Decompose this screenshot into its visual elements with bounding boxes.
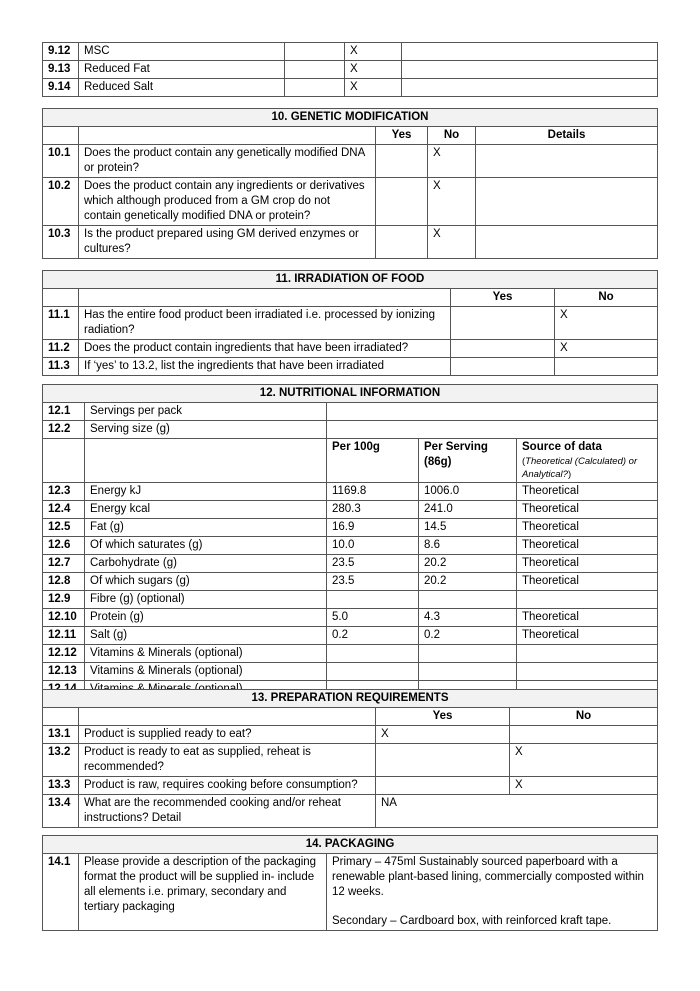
row-question: Product is raw, requires cooking before consumption? [79, 777, 376, 795]
note-close-paren: ) [567, 469, 572, 480]
row-question: Does the product contain any genetically modified DNA or protein? [79, 145, 376, 178]
row-number: 12.6 [43, 537, 85, 555]
section-title: 12. NUTRITIONAL INFORMATION [43, 385, 658, 403]
no-cell [555, 358, 658, 376]
source-value [517, 645, 658, 663]
per-100g-value: 16.9 [327, 519, 419, 537]
row-cell: X [345, 79, 402, 97]
nutrient-label: Salt (g) [85, 627, 327, 645]
nutrient-label: Fat (g) [85, 519, 327, 537]
nutrient-label: Vitamins & Minerals (optional) [85, 663, 327, 681]
row-question: Does the product contain any ingredients or derivatives which although produced from a GM crop do not contain genetically modified DNA or protein? [79, 178, 376, 226]
row-number: 12.9 [43, 591, 85, 609]
section-title: 10. GENETIC MODIFICATION [43, 109, 658, 127]
per-100g-value: 23.5 [327, 573, 419, 591]
row-number: 14.1 [43, 854, 79, 931]
per-100g-value: 5.0 [327, 609, 419, 627]
empty-cell [79, 127, 376, 145]
nutrient-label: Energy kcal [85, 501, 327, 519]
details-cell [476, 226, 658, 259]
nutrient-label: Vitamins & Minerals (optional) [85, 645, 327, 663]
empty-cell [43, 708, 79, 726]
per-100g-value [327, 645, 419, 663]
per-serving-value: 20.2 [419, 555, 517, 573]
no-cell: X [428, 178, 476, 226]
per-serving-value: 241.0 [419, 501, 517, 519]
per-100g-value: 0.2 [327, 627, 419, 645]
yes-cell [376, 145, 428, 178]
row-number: 12.2 [43, 421, 85, 439]
row-number: 13.2 [43, 744, 79, 777]
yes-cell [451, 340, 555, 358]
table-row [43, 573, 658, 591]
row-cell [285, 79, 345, 97]
row-question: Product is ready to eat as supplied, reheat is recommended? [79, 744, 376, 777]
table-row [43, 663, 658, 681]
table-row [43, 403, 658, 421]
no-cell: X [555, 340, 658, 358]
table-row [43, 744, 658, 777]
row-number: 12.8 [43, 573, 85, 591]
row-number: 11.3 [43, 358, 79, 376]
cooking-instructions-value: NA [376, 795, 658, 828]
per-100g-value: 10.0 [327, 537, 419, 555]
table-row [43, 226, 658, 259]
row-number: 12.4 [43, 501, 85, 519]
per-100g-value: 23.5 [327, 555, 419, 573]
per-serving-value: 1006.0 [419, 483, 517, 501]
per-serving-value: 4.3 [419, 609, 517, 627]
packaging-table [42, 835, 658, 931]
source-value: Theoretical [517, 627, 658, 645]
empty-cell [43, 127, 79, 145]
source-value [517, 591, 658, 609]
row-number: 10.1 [43, 145, 79, 178]
table-row [43, 79, 658, 97]
secondary-packaging: Secondary – Cardboard box, with reinforced kraft tape. [332, 915, 612, 927]
per-serving-value: 14.5 [419, 519, 517, 537]
table-row [43, 645, 658, 663]
row-question: Is the product prepared using GM derived enzymes or cultures? [79, 226, 376, 259]
row-number: 12.7 [43, 555, 85, 573]
table-row [43, 795, 658, 828]
table-row [43, 854, 658, 931]
row-number: 11.2 [43, 340, 79, 358]
primary-packaging: Primary – 475ml Sustainably sourced paperboard with a renewable plant-based lining, commercially composted within 12 weeks. [332, 856, 644, 898]
per-serving-value [419, 663, 517, 681]
per-100g-value: 280.3 [327, 501, 419, 519]
empty-cell [43, 439, 85, 483]
column-header-details: Details [476, 127, 658, 145]
section-title: 13. PREPARATION REQUIREMENTS [43, 690, 658, 708]
row-label: Reduced Fat [79, 61, 285, 79]
table-row [43, 519, 658, 537]
per-serving-value: 20.2 [419, 573, 517, 591]
no-cell: X [428, 145, 476, 178]
row-number: 12.10 [43, 609, 85, 627]
table-row [43, 145, 658, 178]
row-question: Does the product contain ingredients that have been irradiated? [79, 340, 451, 358]
row-cell [285, 43, 345, 61]
column-header-source [517, 439, 658, 483]
source-value: Theoretical [517, 519, 658, 537]
yes-cell [376, 226, 428, 259]
row-number: 10.2 [43, 178, 79, 226]
table-row [43, 307, 658, 340]
row-cell [402, 61, 658, 79]
source-value: Theoretical [517, 573, 658, 591]
source-value: Theoretical [517, 555, 658, 573]
column-header-no: No [510, 708, 658, 726]
nutrient-label: Of which saturates (g) [85, 537, 327, 555]
column-header-no: No [555, 289, 658, 307]
table-row [43, 43, 658, 61]
row-number: 13.4 [43, 795, 79, 828]
row-number: 12.12 [43, 645, 85, 663]
preparation-requirements-table [42, 689, 658, 828]
column-header-per-serving: Per Serving (86g) [419, 439, 517, 483]
per-serving-value: 8.6 [419, 537, 517, 555]
table-row [43, 421, 658, 439]
row-cell [285, 61, 345, 79]
row-question: Please provide a description of the packaging format the product will be supplied in- include all elements i.e. primary, secondary and tertiary packaging [79, 854, 327, 931]
source-header-note [522, 455, 652, 481]
row-number: 9.12 [43, 43, 79, 61]
row-cell: X [345, 61, 402, 79]
row-cell [402, 79, 658, 97]
row-number: 10.3 [43, 226, 79, 259]
note-text: Theoretical (Calculated) or Analytical? [522, 456, 638, 480]
row-question: Product is supplied ready to eat? [79, 726, 376, 744]
row-cell [402, 43, 658, 61]
column-header-yes: Yes [376, 127, 428, 145]
yes-cell [376, 178, 428, 226]
column-header-yes: Yes [376, 708, 510, 726]
table-row [43, 61, 658, 79]
empty-cell [43, 289, 79, 307]
row-number: 13.1 [43, 726, 79, 744]
details-cell [476, 145, 658, 178]
row-question: If ‘yes’ to 13.2, list the ingredients that have been irradiated [79, 358, 451, 376]
no-cell: X [428, 226, 476, 259]
table-row [43, 777, 658, 795]
row-number: 9.13 [43, 61, 79, 79]
source-value: Theoretical [517, 501, 658, 519]
irradiation-table [42, 270, 658, 376]
row-cell: X [345, 43, 402, 61]
table-row [43, 627, 658, 645]
per-100g-value [327, 663, 419, 681]
row-label: MSC [79, 43, 285, 61]
yes-cell [376, 777, 510, 795]
genetic-modification-table [42, 108, 658, 259]
row-number: 9.14 [43, 79, 79, 97]
nutrient-label: Of which sugars (g) [85, 573, 327, 591]
empty-cell [79, 708, 376, 726]
source-header-label: Source of data [522, 441, 602, 453]
yes-cell: X [376, 726, 510, 744]
per-serving-value [419, 645, 517, 663]
yes-cell [451, 358, 555, 376]
source-value: Theoretical [517, 537, 658, 555]
empty-cell [85, 439, 327, 483]
row-number: 12.1 [43, 403, 85, 421]
nutrient-label: Carbohydrate (g) [85, 555, 327, 573]
no-cell: X [510, 777, 658, 795]
note-open-paren: ( [522, 456, 526, 467]
column-header-per-100g: Per 100g [327, 439, 419, 483]
per-100g-value: 1169.8 [327, 483, 419, 501]
details-cell [476, 178, 658, 226]
servings-per-pack-value [327, 403, 658, 421]
row-label: Reduced Salt [79, 79, 285, 97]
table-row [43, 591, 658, 609]
packaging-description [327, 854, 658, 931]
row-label: Serving size (g) [85, 421, 327, 439]
nutrient-label: Energy kJ [85, 483, 327, 501]
row-number: 13.3 [43, 777, 79, 795]
empty-cell [79, 289, 451, 307]
row-question: What are the recommended cooking and/or reheat instructions? Detail [79, 795, 376, 828]
column-header-yes: Yes [451, 289, 555, 307]
source-value: Theoretical [517, 483, 658, 501]
spacer [332, 900, 652, 914]
source-value: Theoretical [517, 609, 658, 627]
source-value [517, 663, 658, 681]
yes-cell [376, 744, 510, 777]
row-number: 12.5 [43, 519, 85, 537]
nutrient-label: Protein (g) [85, 609, 327, 627]
table-row [43, 501, 658, 519]
row-number: 12.11 [43, 627, 85, 645]
no-cell: X [555, 307, 658, 340]
table-row [43, 537, 658, 555]
table-row [43, 483, 658, 501]
section-title: 11. IRRADIATION OF FOOD [43, 271, 658, 289]
serving-size-value [327, 421, 658, 439]
no-cell: X [510, 744, 658, 777]
table-row [43, 609, 658, 627]
table-row [43, 340, 658, 358]
no-cell [510, 726, 658, 744]
yes-cell [451, 307, 555, 340]
table-row [43, 726, 658, 744]
row-number: 11.1 [43, 307, 79, 340]
per-serving-value: 0.2 [419, 627, 517, 645]
nutritional-information-table [42, 384, 658, 699]
section-9-table [42, 42, 658, 97]
row-label: Servings per pack [85, 403, 327, 421]
nutrient-label: Fibre (g) (optional) [85, 591, 327, 609]
per-serving-value [419, 591, 517, 609]
per-100g-value [327, 591, 419, 609]
row-number: 12.3 [43, 483, 85, 501]
row-question: Has the entire food product been irradiated i.e. processed by ionizing radiation? [79, 307, 451, 340]
section-title: 14. PACKAGING [43, 836, 658, 854]
table-row [43, 358, 658, 376]
column-header-no: No [428, 127, 476, 145]
row-number: 12.13 [43, 663, 85, 681]
table-row [43, 178, 658, 226]
table-row [43, 555, 658, 573]
